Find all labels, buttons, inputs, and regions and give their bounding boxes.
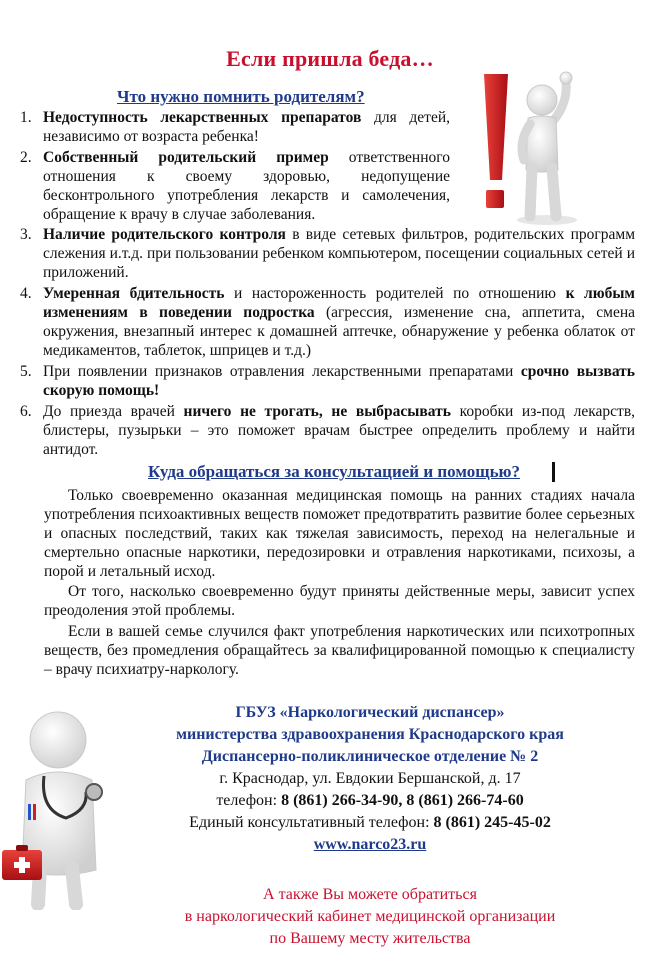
- list-item-text: в виде сетевых фильтров, родительских программ слежения и.т.д. при пользовании ребенком компьютером, посещении социальных сетей и приложений.: [43, 226, 635, 281]
- list-item-text: ответственного отношения к своему здоровью, недопущение бесконтрольного употребления лекарств и самолечения, обращение к врачу в случае заболевания.: [43, 149, 450, 223]
- org-department: Диспансерно-поликлиническое отделение № 2: [201, 748, 539, 765]
- org-ministry: министерства здравоохранения Краснодарского края: [176, 726, 564, 743]
- phone-numbers: 8 (861) 266-34-90, 8 (861) 266-74-60: [281, 792, 524, 809]
- list-item-text: До приезда врачей: [43, 403, 184, 420]
- also-contact-note: А также Вы можете обратиться в наркологический кабинет медицинской организации по Вашему месту жительства: [184, 886, 556, 947]
- phones-line: телефон: 8 (861) 266-34-90, 8 (861) 266-74-60: [216, 792, 524, 809]
- list-item: 1. Недоступность лекарственных препаратов для детей, независимо от возраста ребенка!: [20, 109, 450, 145]
- list-item-text: (агрессия, изменение сна, аппетита, смена окружения, внезапный интерес к домашней аптечке, обнаружение у ребенка облаток от медикаментов, таблеток, шприцев и т.д.): [43, 304, 636, 359]
- help-paragraph: От того, насколько своевременно будут приняты действенные меры, зависит успех преодоления этой проблемы.: [44, 583, 635, 619]
- doctor-with-first-aid-kit-icon: [0, 700, 120, 910]
- list-item-bold: к любым изменениям в поведении подростка: [43, 285, 635, 321]
- list-item: 2. Собственный родительский пример ответственного отношения к своему здоровью, недопущение бесконтрольного употребления лекарств и самолечения, обращение к врачу в случае заболевания.: [20, 149, 450, 223]
- text-cursor: [552, 462, 555, 482]
- page-title: Если пришла беда…: [226, 46, 434, 71]
- exclamation-figure-icon: [472, 62, 622, 232]
- hotline-number: 8 (861) 245-45-02: [433, 814, 551, 831]
- parents-heading: Что нужно помнить родителям?: [117, 87, 365, 106]
- contact-block: [120, 702, 620, 856]
- hotline-line: Единый консультативный телефон: 8 (861) 245-45-02: [189, 814, 551, 831]
- list-item-text: При появлении признаков отравления лекарственными препаратами: [43, 363, 521, 380]
- list-item: 4. Умеренная бдительность и настороженность родителей по отношению к любым изменениям в поведении подростка (агрессия, изменение сна, аппетита, смена окружения, внезапный интерес к домашней аптечке, обнаружение у ребенка облаток от медикаментов, таблеток, шприцев и т.д.): [20, 285, 636, 359]
- list-item-bold: Наличие родительского контроля: [43, 226, 286, 243]
- list-item-text: для детей, независимо от возраста ребенка!: [43, 109, 450, 145]
- list-item-bold: срочно вызвать скорую помощь!: [43, 363, 635, 399]
- org-name: ГБУЗ «Наркологический диспансер»: [235, 704, 505, 721]
- help-paragraph: Только своевременно оказанная медицинская помощь на ранних стадиях начала употребления психоактивных веществ поможет предотвратить развитие более серьезных и опасных последствий, таких как тяжелая зависимость, переход на нелегальные и смертельно опасные наркотики, передозировки и отравления наркотиками, психозы, а порой и летальный исход.: [44, 487, 635, 580]
- list-item: 5. При появлении признаков отравления лекарственными препаратами срочно вызвать скорую помощь!: [20, 363, 635, 399]
- list-item-text: и настороженность родителей по отношению: [224, 285, 566, 302]
- help-paragraph: Если в вашей семье случился факт употребления наркотических или психотропных веществ, без промедления обращайтесь за квалифицированной помощью к специалисту – врачу психиатру-наркологу.: [44, 623, 635, 678]
- list-item-bold: Собственный родительский пример: [43, 149, 329, 166]
- website-link[interactable]: www.narco23.ru: [313, 836, 427, 853]
- list-item-bold: Недоступность лекарственных препаратов: [43, 109, 362, 126]
- help-heading: Куда обращаться за консультацией и помощью?: [148, 462, 521, 481]
- address: г. Краснодар, ул. Евдокии Бершанской, д. 17: [219, 770, 521, 787]
- list-item: 3. Наличие родительского контроля в виде сетевых фильтров, родительских программ слежения и.т.д. при пользовании ребенком компьютером, посещении социальных сетей и приложений.: [20, 226, 635, 281]
- list-item-bold: ничего не трогать, не выбрасывать: [183, 403, 451, 420]
- list-item-text: коробки из-под лекарств, блистеры, пузырьки – это поможет врачам быстрее определить проблему и найти антидот.: [43, 403, 636, 458]
- list-item-bold: Умеренная бдительность: [43, 285, 225, 302]
- list-item: 6. До приезда врачей ничего не трогать, не выбрасывать коробки из-под лекарств, блистеры, пузырьки – это поможет врачам быстрее определить проблему и найти антидот.: [20, 403, 636, 458]
